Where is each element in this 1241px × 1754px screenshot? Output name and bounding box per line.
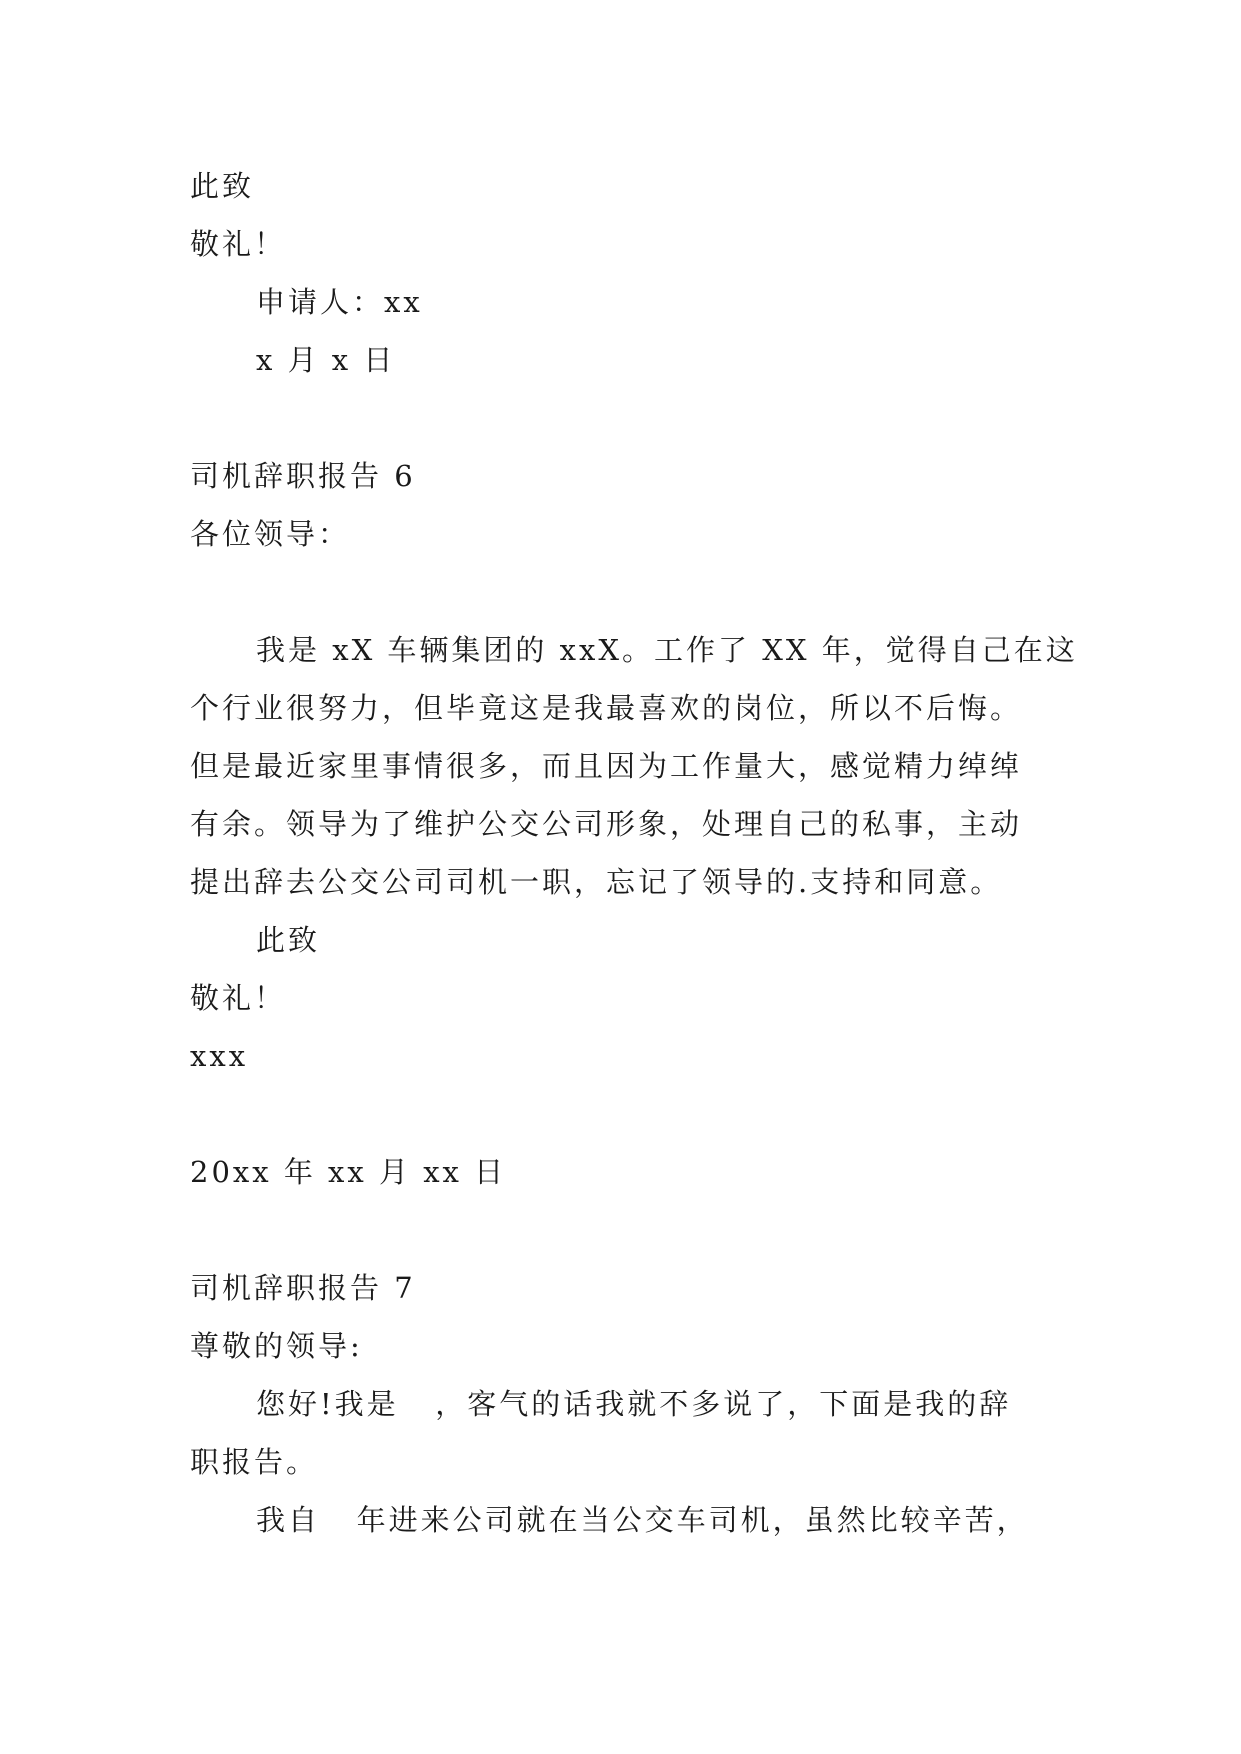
body-line: 您好!我是 ，客气的话我就不多说了，下面是我的辞 — [256, 1387, 1012, 1421]
date-line: 20xx 年 xx 月 xx 日 — [190, 1155, 507, 1189]
signature-line: xxx — [190, 1039, 249, 1073]
closing-phrase: 此致 — [190, 169, 255, 203]
closing-phrase: 此致 — [256, 923, 321, 957]
date-line: x 月 x 日 — [256, 343, 396, 377]
greeting-line: 各位领导： — [190, 517, 351, 551]
body-line: 我自 年进来公司就在当公交车司机，虽然比较辛苦， — [256, 1503, 1029, 1537]
section-title-6: 司机辞职报告 6 — [190, 459, 416, 493]
body-line: 有余。领导为了维护公交公司形象，处理自己的私事，主动 — [190, 807, 1023, 841]
section-title-7: 司机辞职报告 7 — [190, 1271, 416, 1305]
body-line: 个行业很努力，但毕竟这是我最喜欢的岗位，所以不后悔。 — [190, 691, 1023, 725]
applicant-line: 申请人：xx — [256, 285, 423, 319]
body-line: 我是 xX 车辆集团的 xxX。工作了 XX 年，觉得自己在这 — [256, 633, 1078, 667]
greeting-line: 尊敬的领导: — [190, 1329, 363, 1363]
salutation-closing: 敬礼！ — [190, 227, 287, 261]
body-line: 职报告。 — [190, 1445, 319, 1479]
body-line: 但是最近家里事情很多，而且因为工作量大，感觉精力绰绰 — [190, 749, 1023, 783]
body-line: 提出辞去公交公司司机一职，忘记了领导的.支持和同意。 — [190, 865, 1003, 899]
salutation-closing: 敬礼！ — [190, 981, 287, 1015]
